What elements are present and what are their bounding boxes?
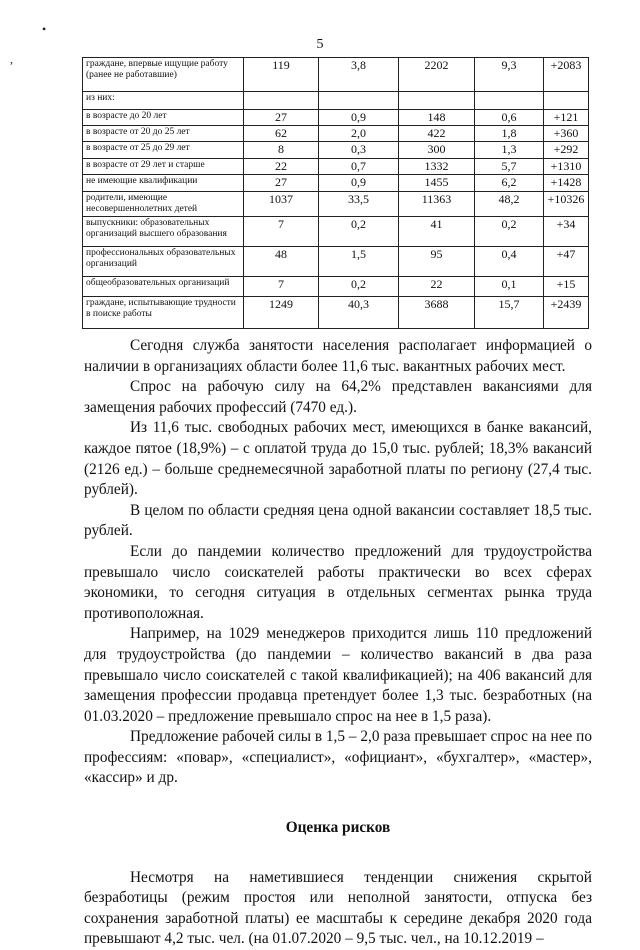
cell-v5: +292 [544, 142, 589, 159]
page-number: 5 [316, 37, 324, 52]
table-row [83, 217, 589, 247]
cell-v5: +10326 [544, 192, 589, 217]
scan-mark-tick: , [10, 52, 13, 66]
cell-v2 [319, 92, 399, 110]
cell-v1: 1037 [244, 192, 319, 217]
cell-v2: 0,2 [319, 217, 399, 247]
cell-v1: 27 [244, 110, 319, 126]
cell-v1: 27 [244, 175, 319, 192]
cell-v2: 1,5 [319, 247, 399, 277]
cell-v2: 3,8 [319, 58, 399, 92]
cell-v5: +47 [544, 247, 589, 277]
cell-v1: 119 [244, 58, 319, 92]
table-row [83, 277, 589, 297]
cell-v5: +15 [544, 277, 589, 297]
table-row [83, 159, 589, 175]
cell-v1: 7 [244, 277, 319, 297]
cell-v4: 48,2 [475, 192, 544, 217]
cell-v4: 15,7 [475, 297, 544, 329]
table-row [83, 126, 589, 142]
cell-v2: 0,2 [319, 277, 399, 297]
row-label: общеобразовательных организаций [83, 277, 244, 297]
cell-v2: 0,7 [319, 159, 399, 175]
cell-v2: 33,5 [319, 192, 399, 217]
cell-v4: 1,3 [475, 142, 544, 159]
cell-v5: +360 [544, 126, 589, 142]
cell-v5: +2439 [544, 297, 589, 329]
cell-v3: 300 [399, 142, 475, 159]
cell-v3: 1332 [399, 159, 475, 175]
cell-v3 [399, 92, 475, 110]
paragraph: Сегодня служба занятости населения располагает информацией о наличии в организациях области более 11,6 тыс. вакантных рабочих мест. [84, 337, 592, 375]
cell-v5: +2083 [544, 58, 589, 92]
row-label: из них: [83, 92, 244, 110]
cell-v1: 22 [244, 159, 319, 175]
cell-v1: 7 [244, 217, 319, 247]
cell-v1: 62 [244, 126, 319, 142]
cell-v1: 1249 [244, 297, 319, 329]
cell-v3: 2202 [399, 58, 475, 92]
cell-v4 [475, 92, 544, 110]
table-row [83, 297, 589, 329]
cell-v1 [244, 92, 319, 110]
row-label: родители, имеющие несовершеннолетних детей [83, 192, 244, 217]
cell-v3: 95 [399, 247, 475, 277]
row-label: граждане, впервые ищущие работу (ранее не работавшие) [83, 58, 244, 92]
cell-v5: +121 [544, 110, 589, 126]
statistics-table [82, 57, 589, 329]
table-row [83, 175, 589, 192]
paragraph: Предложение рабочей силы в 1,5 – 2,0 раза превышает спрос на нее по профессиям: «повар», «специалист», «официант», «бухгалтер», «мастер», «кассир» и др. [84, 728, 592, 787]
cell-v3: 22 [399, 277, 475, 297]
paragraph: Спрос на рабочую силу на 64,2% представлен вакансиями для замещения рабочих профессий (7470 ед.). [84, 378, 592, 416]
row-label: в возрасте от 20 до 25 лет [83, 126, 244, 142]
cell-v5: +1428 [544, 175, 589, 192]
cell-v2: 0,3 [319, 142, 399, 159]
section-heading: Оценка рисков [285, 819, 391, 837]
cell-v3: 148 [399, 110, 475, 126]
paragraph: В целом по области средняя цена одной вакансии составляет 18,5 тыс. рублей. [84, 501, 592, 540]
cell-v3: 41 [399, 217, 475, 247]
paragraph: Если до пандемии количество предложений для трудоустройства превышало число соискателей работы практически во всех сферах экономики, то сегодня ситуация в отдельных сегментах рынка труда противоположная. [84, 542, 592, 622]
cell-v2: 0,9 [319, 175, 399, 192]
cell-v4: 5,7 [475, 159, 544, 175]
cell-v4: 0,4 [475, 247, 544, 277]
cell-v4: 0,6 [475, 110, 544, 126]
table-row [83, 58, 589, 92]
cell-v5: +1310 [544, 159, 589, 175]
cell-v4: 0,1 [475, 277, 544, 297]
table-row [83, 110, 589, 126]
cell-v4: 9,3 [475, 58, 544, 92]
cell-v2: 40,3 [319, 297, 399, 329]
row-label: в возрасте от 29 лет и старше [83, 159, 244, 175]
cell-v1: 48 [244, 247, 319, 277]
row-label: граждане, испытывающие трудности в поиске работы [83, 297, 244, 329]
scan-mark-dot: • [42, 22, 47, 36]
cell-v3: 11363 [399, 192, 475, 217]
cell-v3: 3688 [399, 297, 475, 329]
table-row [83, 92, 589, 110]
body-text [84, 336, 592, 950]
paragraph: Несмотря на наметившиеся тенденции снижения скрытой безработицы (режим простоя или неполной занятости, отпуска без сохранения заработной платы) ее масштабы к середине декабря 2020 года превышают 4,2 тыс. чел. (на 01.07.2020 – 9,5 тыс. чел., на 10.12.2019 – [84, 868, 592, 948]
cell-v4: 0,2 [475, 217, 544, 247]
paragraph: Из 11,6 тыс. свободных рабочих мест, имеющихся в банке вакансий, каждое пятое (18,9%) – с оплатой труда до 15,0 тыс. рублей; 18,3% вакансий (2126 ед.) – больше среднемесячной заработной платы по региону (27,4 тыс. рублей). [84, 419, 592, 499]
table-row [83, 247, 589, 277]
table-row [83, 142, 589, 159]
row-label: в возрасте от 25 до 29 лет [83, 142, 244, 159]
row-label: в возрасте до 20 лет [83, 110, 244, 126]
cell-v1: 8 [244, 142, 319, 159]
cell-v2: 2,0 [319, 126, 399, 142]
cell-v5 [544, 92, 589, 110]
cell-v3: 1455 [399, 175, 475, 192]
row-label: не имеющие квалификации [83, 175, 244, 192]
paragraph: Например, на 1029 менеджеров приходится лишь 110 предложений для трудоустройства (до пандемии – количество вакансий в два раза превышало число соискателей с такой квалификацией); на 406 вакансий для замещения профессии продавца претендует более 1,3 тыс. безработных (на 01.03.2020 – предложение превышало спрос на нее в 1,5 раза). [84, 625, 592, 725]
cell-v2: 0,9 [319, 110, 399, 126]
cell-v4: 6,2 [475, 175, 544, 192]
cell-v5: +34 [544, 217, 589, 247]
cell-v4: 1,8 [475, 126, 544, 142]
row-label: выпускники: образовательных организаций высшего образования [83, 217, 244, 247]
row-label: профессиональных образовательных организаций [83, 247, 244, 277]
table-row [83, 192, 589, 217]
cell-v3: 422 [399, 126, 475, 142]
